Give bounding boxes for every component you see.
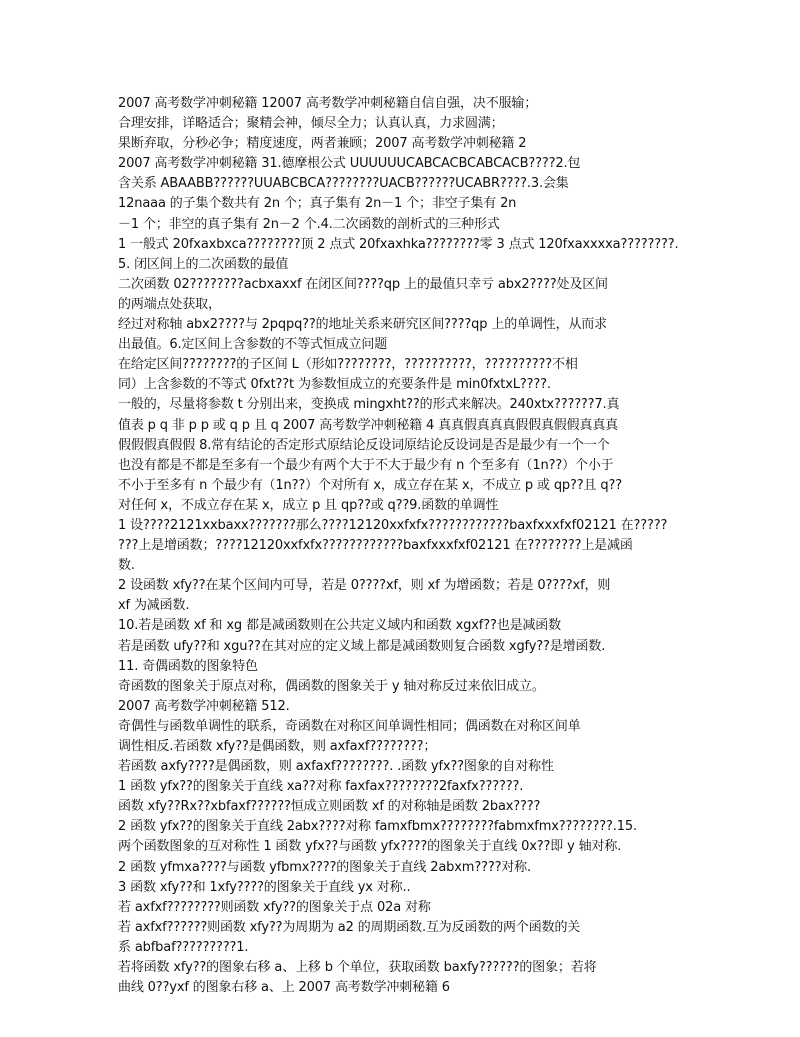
- text-line: 含关系 ABAABB??????UUABCBCA????????UACB??????UCABR????.3.会集: [118, 176, 569, 192]
- text-line: 2007 高考数学冲刺秘籍 512.: [118, 698, 290, 714]
- text-line: 2 函数 yfx??的图象关于直线 2abx????对称 famxfbmx????????fabmxfmx????????.15.: [118, 819, 637, 835]
- text-line: 若是函数 ufy??和 xgu??在其对应的定义域上都是减函数则复合函数 xgfy??是增函数.: [118, 638, 606, 654]
- text-line: 奇函数的图象关于原点对称，偶函数的图象关于 y 轴对称反过来依旧成立。: [118, 678, 545, 694]
- text-line: 1 设????2121xxbaxx???????那么????12120xxfxfx????????????baxfxxxfxf02121 在?????: [118, 517, 668, 533]
- text-line: 3 函数 xfy??和 1xfy????的图象关于直线 yx 对称..: [118, 879, 411, 895]
- text-line: 2007 高考数学冲刺秘籍 31.德摩根公式 UUUUUUCABCACBCABCACB????2.包: [118, 156, 581, 172]
- text-line: 假假假真假假 8.常有结论的否定形式原结论反设词原结论反设词是否是最少有一个一个: [118, 437, 610, 453]
- text-line: 出最值。6.定区间上含参数的不等式恒成立问题: [118, 337, 388, 353]
- text-line: 一般的，尽量将参数 t 分别出来，变换成 mingxht??的形式来解决。240xtx??????7.真: [118, 397, 620, 413]
- document-page: [118, 94, 688, 998]
- text-line: ???上是增函数；????12120xxfxfx????????????baxfxxxfxf02121 在????????上是减函: [118, 538, 633, 554]
- text-line: 也没有都是不都是至多有一个最少有两个大于不大于最少有 n 个至多有（1n??）个小于: [118, 457, 614, 473]
- text-line: 2 函数 yfmxa????与函数 yfbmx????的图象关于直线 2abxm????对称.: [118, 859, 532, 875]
- text-line: 曲线 0??yxf 的图象右移 a、上 2007 高考数学冲刺秘籍 6: [118, 980, 450, 996]
- text-line: 数.: [118, 558, 135, 574]
- text-line: 不小于至多有 n 个最少有（1n??）个对所有 x，成立存在某 x，不成立 p 或 qp??且 q??: [118, 477, 622, 493]
- text-line: 值表 p q 非 p p 或 q p 且 q 2007 高考数学冲刺秘籍 4 真真假真真真假假真假假真真真: [118, 417, 619, 433]
- text-line: 10.若是函数 xf 和 xg 都是减函数则在公共定义域内和函数 xgxf??也是减函数: [118, 618, 561, 634]
- text-line: 的两端点处获取，: [118, 296, 221, 312]
- text-line: 奇偶性与函数单调性的联系，奇函数在对称区间单调性相同；偶函数在对称区间单: [118, 718, 581, 734]
- text-line: 调性相反.若函数 xfy??是偶函数，则 axfaxf????????；: [118, 739, 437, 754]
- text-line: 同）上含参数的不等式 0fxt??t 为参数恒成立的充要条件是 min0fxtxL????.: [118, 377, 551, 393]
- text-line: 2 设函数 xfy??在某个区间内可导，若是 0????xf，则 xf 为增函数；若是 0????xf，则: [118, 578, 611, 594]
- text-line: 对任何 x，不成立存在某 x，成立 p 且 qp??或 q??9.函数的单调性: [118, 497, 499, 513]
- text-line: 经过对称轴 abx2????与 2pqpq??的地址关系来研究区间????qp 上的单调性，从而求: [118, 317, 608, 333]
- text-line: 若将函数 xfy??的图象右移 a、上移 b 个单位，获取函数 baxfy??????的图象；若将: [118, 960, 597, 976]
- text-line: 两个函数图象的互对称性 1 函数 yfx??与函数 yfx????的图象关于直线 0x??即 y 轴对称.: [118, 839, 622, 855]
- text-line: 二次函数 02????????acbxaxxf 在闭区间????qp 上的最值只幸亏 abx2????处及区间: [118, 276, 608, 292]
- text-line: 函数 xfy??Rx??xbfaxf??????恒成立则函数 xf 的对称轴是函数 2bax????: [118, 799, 541, 815]
- text-line: 1 一般式 20fxaxbxca????????顶 2 点式 20fxaxhka????????零 3 点式 120fxaxxxxa????????.: [118, 236, 679, 252]
- text-line: xf 为减函数.: [118, 598, 190, 614]
- text-line: 果断弃取，分秒必争；精度速度，两者兼顾；2007 高考数学冲刺秘籍 2: [118, 136, 527, 152]
- section-heading: 5. 闭区间上的二次函数的最值: [118, 256, 289, 272]
- text-line: －1 个；非空的真子集有 2n－2 个.4.二次函数的剖析式的三种形式: [118, 216, 500, 232]
- text-line: 在给定区间????????的子区间 L（形如????????，??????????，??????????不相: [118, 357, 578, 373]
- section-heading: 11. 奇偶函数的图象特色: [118, 658, 258, 674]
- text-line: 合理安排，详略适合；聚精会神，倾尽全力；认真认真，力求圆满；: [118, 116, 504, 132]
- text-line: 系 abfbaf?????????1.: [118, 939, 249, 955]
- text-line: 若函数 axfy????是偶函数，则 axfaxf????????. .函数 yfx??图象的自对称性: [118, 759, 554, 775]
- text-line: 若 axfxf??????则函数 xfy??为周期为 a2 的周期函数.互为反函数的两个函数的关: [118, 919, 581, 935]
- text-line: 12naaa 的子集个数共有 2n 个；真子集有 2n－1 个；非空子集有 2n: [118, 196, 517, 212]
- text-line: 1 函数 yfx??的图象关于直线 xa??对称 faxfax????????2faxfx??????.: [118, 779, 524, 795]
- text-line: 2007 高考数学冲刺秘籍 12007 高考数学冲刺秘籍自信自强，决不服输；: [118, 96, 538, 111]
- text-line: 若 axfxf????????则函数 xfy??的图象关于点 02a 对称: [118, 899, 431, 915]
